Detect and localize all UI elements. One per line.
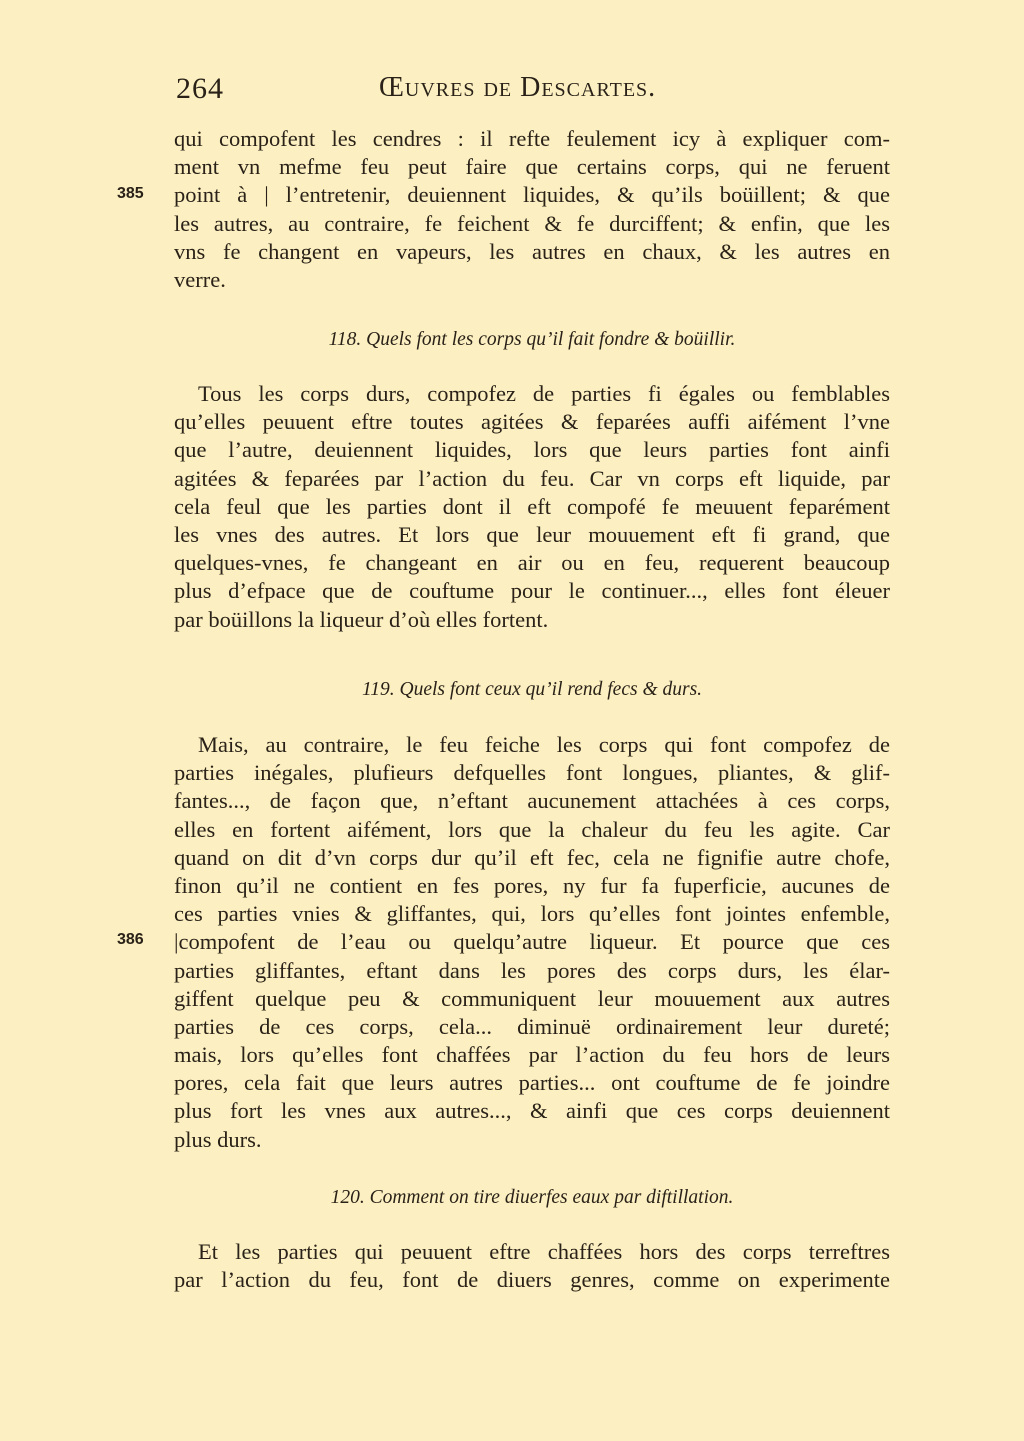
section-heading: 120. Comment on tire diuerfes eaux par diftillation. — [330, 1187, 734, 1208]
text-line: par l’action du feu, font de diuers genres, comme on experimente — [174, 1267, 890, 1293]
margin-reference: 385 — [117, 185, 144, 202]
text-line: |compofent de l’eau ou quelqu’autre liqueur. Et pource que ces — [174, 929, 890, 955]
text-line: Tous les corps durs, compofez de parties fi égales ou femblables — [198, 381, 890, 406]
text-line: fantes..., de façon que, n’eftant aucunement attachées à ces corps, — [174, 788, 890, 814]
section-heading: 118. Quels font les corps qu’il fait fondre & boüillir. — [328, 329, 736, 350]
paragraph-continuation — [174, 125, 890, 294]
text-line: pores, cela fait que leurs autres parties... ont couftume de fe joindre — [174, 1070, 890, 1096]
page-header — [174, 72, 890, 112]
text-line: ces parties vnies & gliffantes, qui, lors qu’elles font jointes enfemble, — [174, 901, 890, 927]
text-line: plus d’efpace que de couftume pour le continuer..., elles font éleuer — [174, 578, 890, 604]
paragraph-120 — [174, 1238, 890, 1294]
text-line: qu’elles peuuent eftre toutes agitées & feparées auffi aifément l’vne — [174, 409, 890, 435]
text-line: quelques-vnes, fe changeant en air ou en feu, requerent beaucoup — [174, 550, 890, 576]
paragraph-118 — [174, 380, 890, 634]
text-line: Et les parties qui peuuent eftre chaffées hors des corps terreftres — [198, 1239, 890, 1264]
text-line: les autres, au contraire, fe feichent & fe durciffent; & enfin, que les — [174, 210, 890, 236]
text-line: elles en fortent aifément, lors que la chaleur du feu les agite. Car — [174, 816, 890, 842]
text-line: qui compofent les cendres : il refte feulement icy à expliquer com- — [174, 126, 890, 151]
text-line: agitées & feparées par l’action du feu. Car vn corps eft liquide, par — [174, 465, 890, 491]
text-line: verre. — [174, 266, 226, 292]
text-line: plus durs. — [174, 1126, 262, 1152]
text-line: par boüillons la liqueur d’où elles fortent. — [174, 606, 549, 632]
section-heading: 119. Quels font ceux qu’il rend fecs & durs. — [361, 679, 703, 700]
text-line: quand on dit d’vn corps dur qu’il eft fec, cela ne fignifie autre chofe, — [174, 844, 890, 870]
page-number: 264 — [176, 72, 224, 105]
paragraph-119 — [174, 731, 890, 1154]
text-line: ment vn mefme feu peut faire que certains corps, qui ne feruent — [174, 154, 890, 180]
text-line: plus fort les vnes aux autres..., & ainfi que ces corps deuiennent — [174, 1098, 890, 1124]
running-title: Œuvres de Descartes. — [379, 72, 657, 103]
text-line: parties inégales, plufieurs defquelles font longues, pliantes, & glif- — [174, 760, 890, 786]
text-line: que l’autre, deuiennent liquides, lors que leurs parties font ainfi — [174, 437, 890, 463]
text-line: point à | l’entretenir, deuiennent liquides, & qu’ils boüillent; & que — [174, 182, 890, 208]
margin-reference: 386 — [117, 931, 144, 948]
text-line: parties de ces corps, cela... diminuë ordinairement leur dureté; — [174, 1013, 890, 1039]
text-line: giffent quelque peu & communiquent leur mouuement aux autres — [174, 985, 890, 1011]
text-line: Mais, au contraire, le feu feiche les corps qui font compofez de — [198, 732, 890, 757]
text-line: les vnes des autres. Et lors que leur mouuement eft fi grand, que — [174, 521, 890, 547]
text-line: parties gliffantes, eftant dans les pores des corps durs, les élar- — [174, 957, 890, 983]
text-line: vns fe changent en vapeurs, les autres en chaux, & les autres en — [174, 238, 890, 264]
text-line: mais, lors qu’elles font chaffées par l’action du feu hors de leurs — [174, 1042, 890, 1068]
text-line: cela feul que les parties dont il eft compofé fe meuuent feparément — [174, 493, 890, 519]
text-line: finon qu’il ne contient en fes pores, ny fur fa fuperficie, aucunes de — [174, 872, 890, 898]
